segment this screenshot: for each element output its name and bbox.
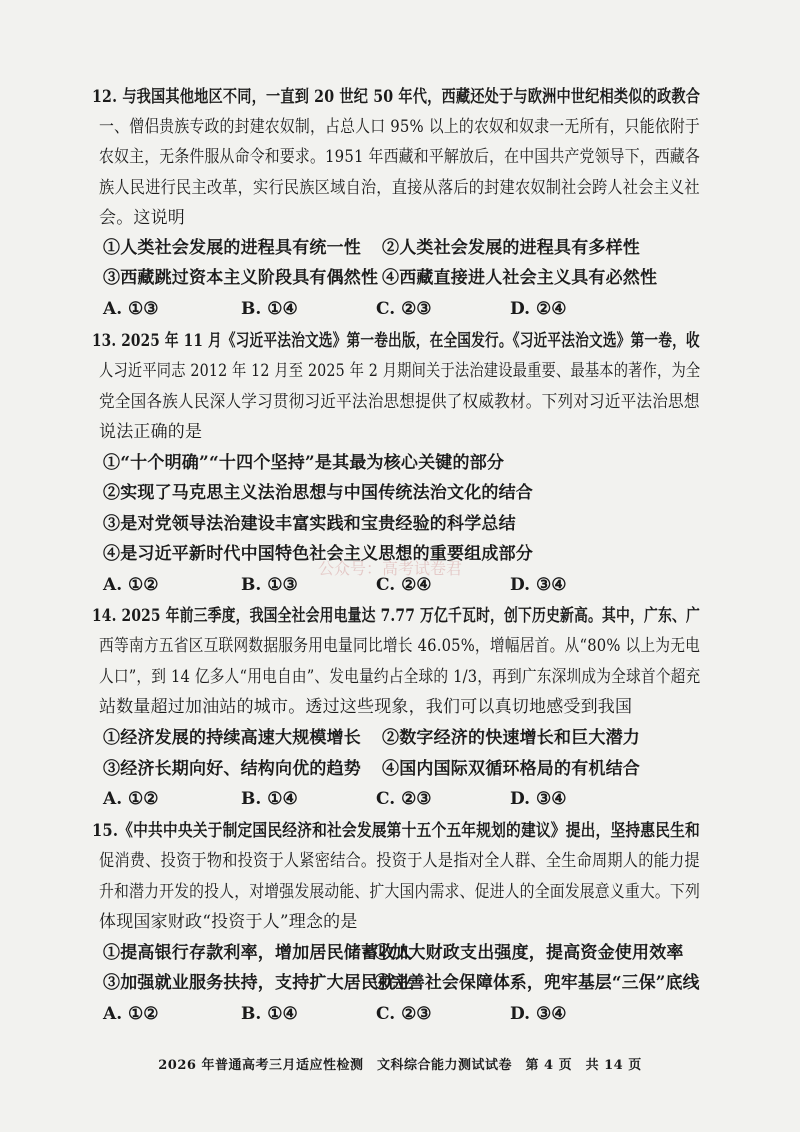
question-12-line-5: 会。这说明	[99, 208, 185, 228]
question-12-statement-2: ②人类社会发展的进程具有多样性	[382, 238, 640, 258]
question-13-statement-3: ③是对党领导法治建设丰富实践和宝贵经验的科学总结	[103, 514, 516, 534]
question-13-line-2: 人习近平同志 2012 年 12 月至 2025 年 2 月期间关于法治建设最重要、最基本的著作，为全	[99, 361, 701, 381]
question-13-line-1: 13. 2025 年 11 月《习近平法治文选》第一卷出版，在全国发行。《习近平法治文选》第一卷，收	[92, 331, 700, 351]
question-12-line-3: 农奴主，无条件服从命令和要求。1951 年西藏和平解放后，在中国共产党领导下，西藏各	[99, 147, 701, 167]
question-12-choice-d[interactable]: D. ②④	[510, 299, 567, 319]
question-14-statement-1: ①经济发展的持续高速大规模增长	[103, 728, 361, 748]
question-12-line-2: 一、僧侣贵族专政的封建农奴制，占总人口 95% 以上的农奴和奴隶一无所有，只能依附于	[99, 117, 701, 137]
question-15-choice-a[interactable]: A. ①②	[103, 1004, 159, 1024]
question-15-line-1: 15.《中共中央关于制定国民经济和社会发展第十五个五年规划的建议》提出，坚持惠民生和	[92, 821, 700, 841]
question-14-choice-a[interactable]: A. ①②	[103, 789, 159, 809]
question-14-statement-4: ④国内国际双循环格局的有机结合	[382, 759, 640, 779]
question-14-statement-3: ③经济长期向好、结构向优的趋势	[103, 759, 361, 779]
question-13-line-3: 党全国各族人民深人学习贯彻习近平法治思想提供了权威教材。下列对习近平法治思想	[99, 392, 700, 412]
question-12-statement-3: ③西藏跳过资本主义阶段具有偶然性	[103, 268, 379, 288]
question-12-statement-4: ④西藏直接进人社会主义具有必然性	[382, 268, 658, 288]
question-14-line-1: 14. 2025 年前三季度，我国全社会用电量达 7.77 万亿千瓦时，创下历史新高。其中，广东、广	[92, 606, 700, 626]
question-15-statement-1: ①提高银行存款利率，增加居民储蓄收人	[103, 943, 413, 963]
question-12-choice-b[interactable]: B. ①④	[241, 299, 298, 319]
question-14-choice-d[interactable]: D. ③④	[510, 789, 567, 809]
question-12-statement-1: ①人类社会发展的进程具有统一性	[103, 238, 361, 258]
question-13-line-4: 说法正确的是	[99, 422, 203, 442]
question-13-choice-d[interactable]: D. ③④	[510, 575, 567, 595]
question-14-line-2: 西等南方五省区互联网数据服务用电量同比增长 46.05%，增幅居首。从“80% 以上为无电	[99, 636, 701, 656]
question-13-statement-1: ①“十个明确”“十四个坚持”是其最为核心关键的部分	[103, 453, 505, 473]
question-15-choice-c[interactable]: C. ②③	[376, 1004, 432, 1024]
watermark: 公众号：高考试卷君	[318, 559, 463, 578]
question-15-line-3: 升和潜力开发的投人，对增强发展动能、扩大国内需求、促进人的全面发展意义重大。下列	[99, 882, 700, 902]
question-14-statement-2: ②数字经济的快速增长和巨大潜力	[382, 728, 640, 748]
question-13-choice-b[interactable]: B. ①③	[241, 575, 298, 595]
page-footer: 2026 年普通高考三月适应性检测 文科综合能力测试试卷 第 4 页 共 14 页	[158, 1058, 642, 1073]
question-14-choice-b[interactable]: B. ①④	[241, 789, 298, 809]
question-13-statement-4: ④是习近平新时代中国特色社会主义思想的重要组成部分	[103, 544, 533, 564]
question-12-line-4: 族人民进行民主改革，实行民族区域自治，直接从落后的封建农奴制社会跨人社会主义社	[99, 178, 700, 198]
question-14-choice-c[interactable]: C. ②③	[376, 789, 432, 809]
question-14-line-4: 站数量超过加油站的城市。透过这些现象，我们可以真切地感受到我国	[99, 697, 633, 717]
question-15-statement-4: ④完善社会保障体系，兜牢基层“三保”底线	[374, 973, 700, 993]
question-15-line-4: 体现国家财政“投资于人”理念的是	[99, 912, 358, 932]
question-15-choice-b[interactable]: B. ①④	[241, 1004, 298, 1024]
question-15-statement-2: ②加大财政支出强度，提高资金使用效率	[374, 943, 684, 963]
question-15-choice-d[interactable]: D. ③④	[510, 1004, 567, 1024]
question-13-statement-2: ②实现了马克思主义法治思想与中国传统法治文化的结合	[103, 483, 533, 503]
question-15-line-2: 促消费、投资于物和投资于人紧密结合。投资于人是指对全人群、全生命周期人的能力提	[99, 851, 700, 871]
question-15-statement-3: ③加强就业服务扶持，支持扩大居民就业	[103, 973, 413, 993]
question-12-choice-a[interactable]: A. ①③	[103, 299, 159, 319]
question-12-line-1: 12. 与我国其他地区不同，一直到 20 世纪 50 年代，西藏还处于与欧洲中世纪相类似的政教合	[92, 87, 701, 107]
question-13-choice-c[interactable]: C. ②④	[376, 575, 432, 595]
question-14-line-3: 人口”，到 14 亿多人“用电自由”、发电量约占全球的 1/3，再到广东深圳成为全球首个超充	[99, 667, 701, 687]
question-13-choice-a[interactable]: A. ①②	[103, 575, 159, 595]
question-12-choice-c[interactable]: C. ②③	[376, 299, 432, 319]
